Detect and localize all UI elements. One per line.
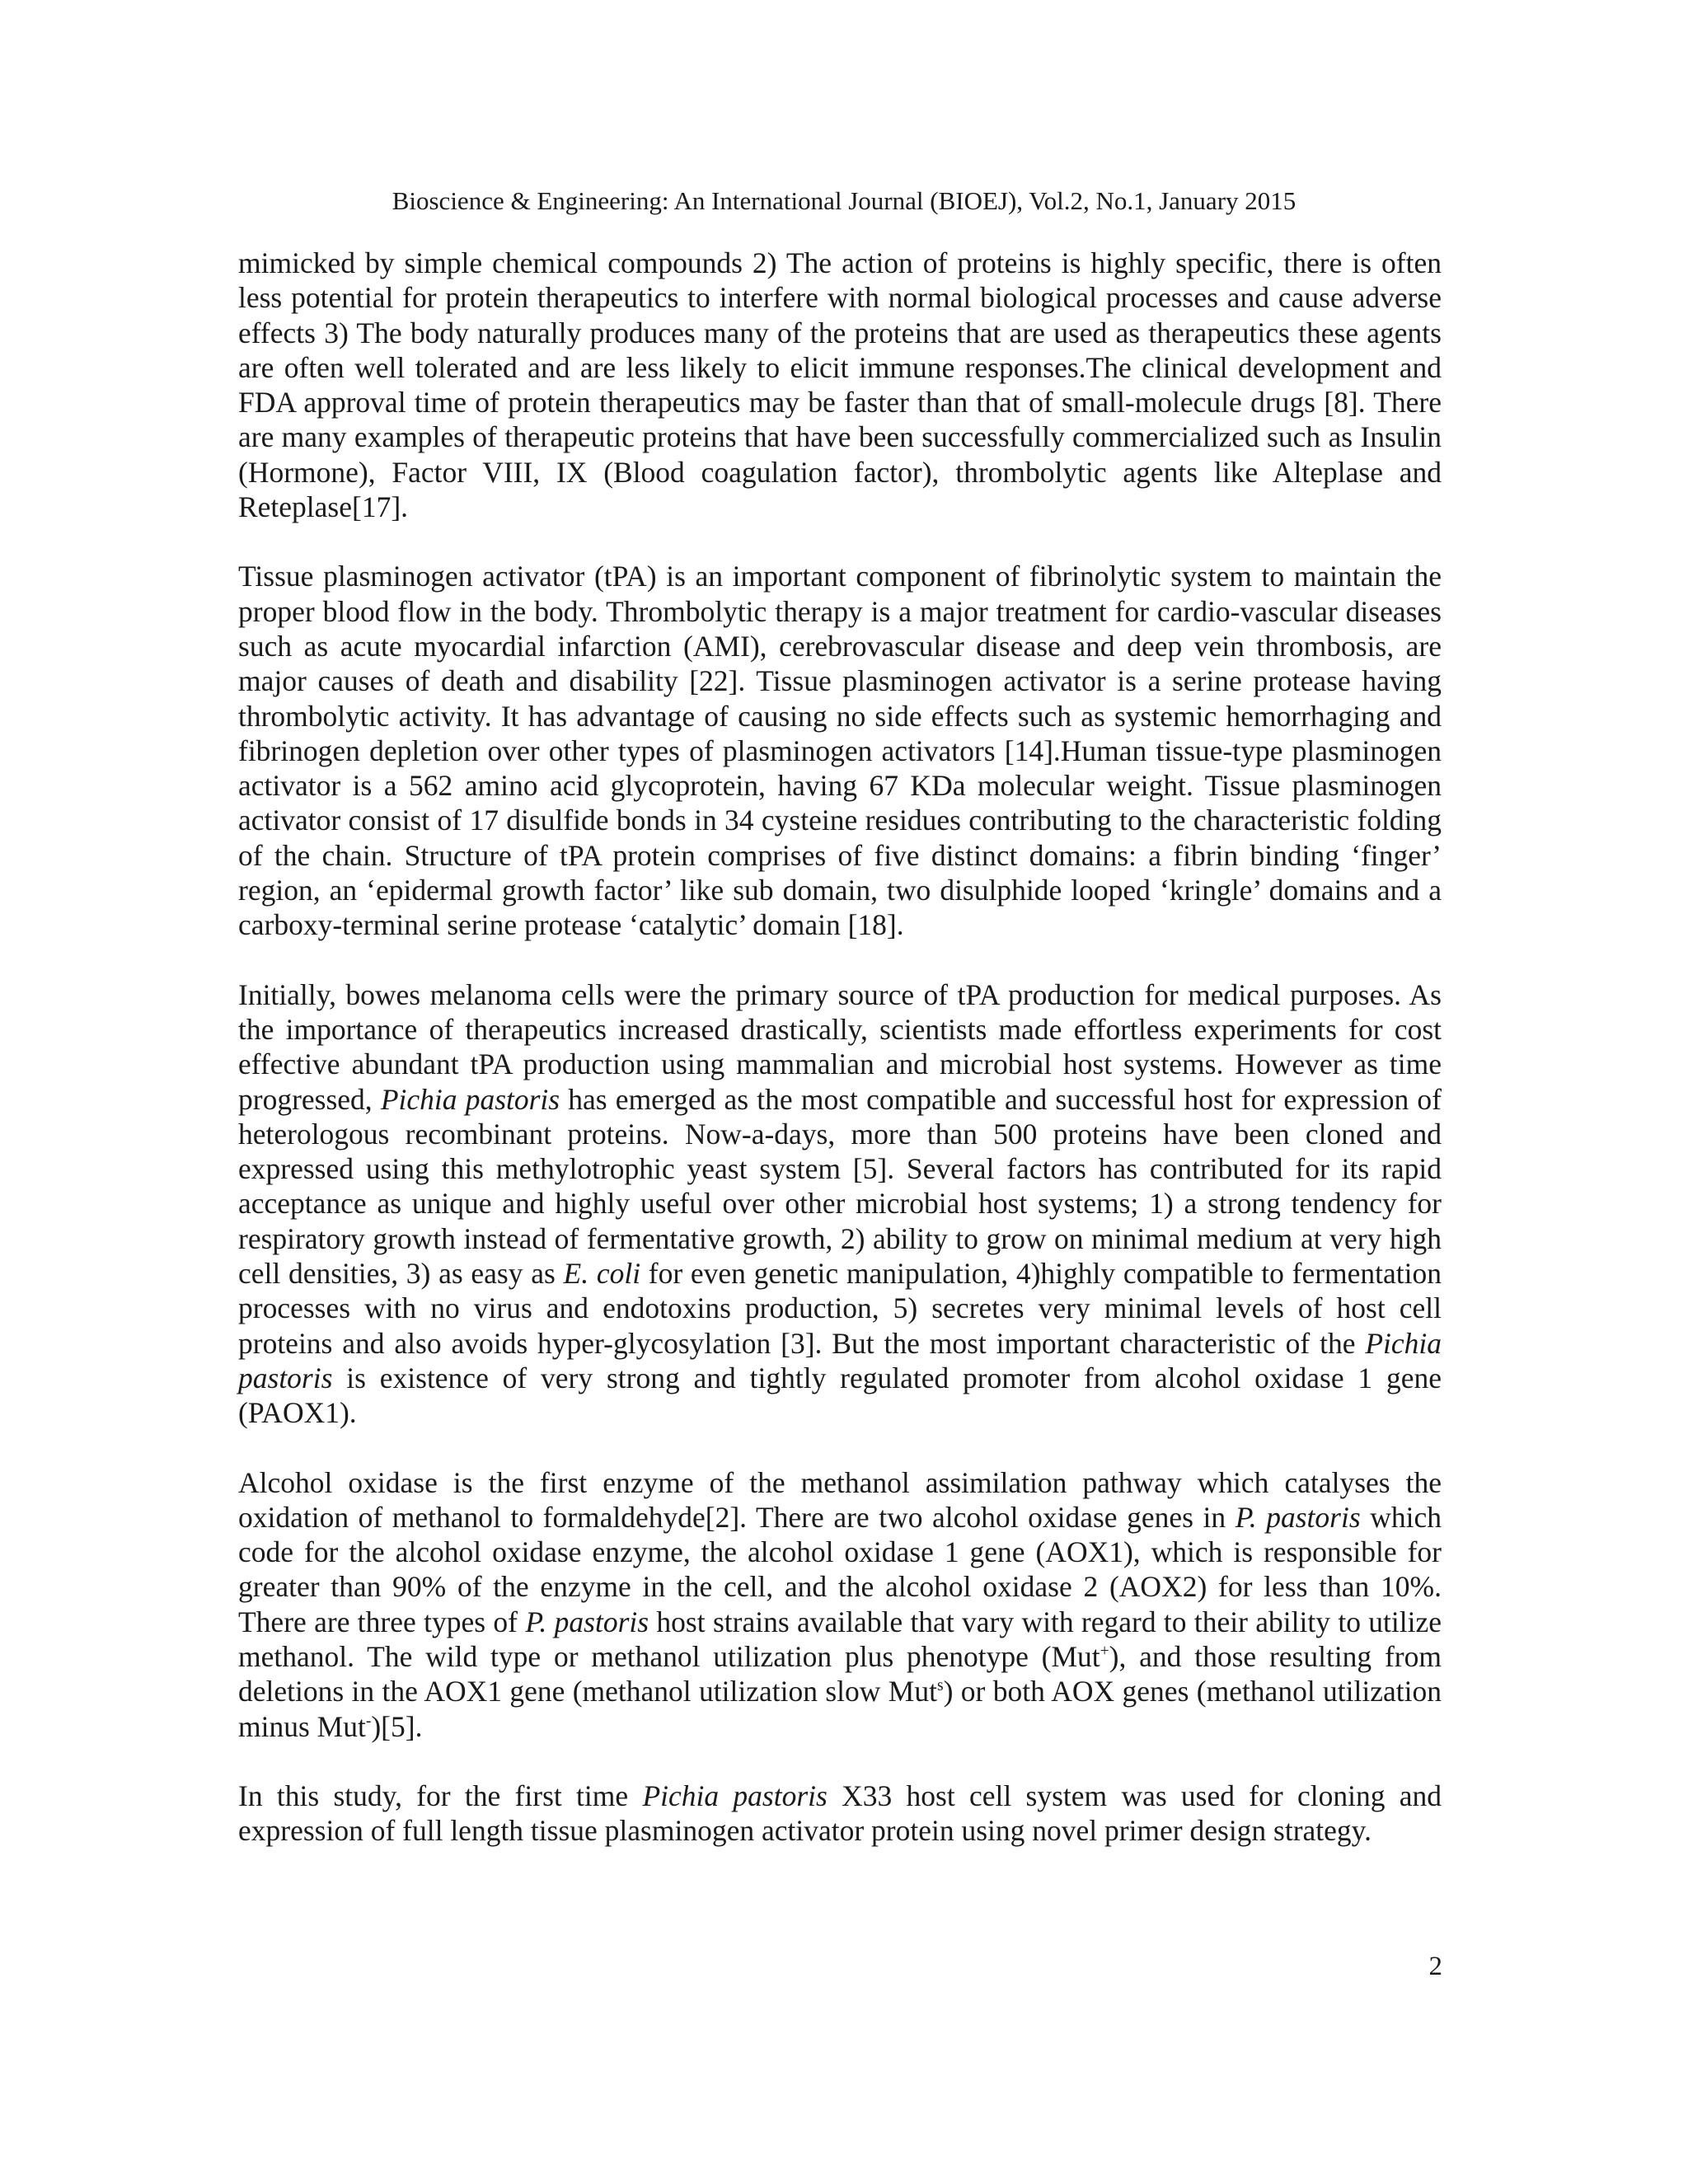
paragraph-4 [238,1465,1442,1744]
paragraph-1-text: mimicked by simple chemical compounds 2) The action of proteins is highly specific, there is often less potential for protein therapeutics to interfere with normal biological processes and cause adverse effects 3) The body naturally produces many of the proteins that are used as therapeutics these agents are often well tolerated and are less likely to elicit immune responses.The clinical development and FDA approval time of protein therapeutics may be faster than that of small-molecule drugs [8]. There are many examples of therapeutic proteins that have been successfully commercialized such as Insulin (Hormone), Factor VIII, IX (Blood coagulation factor), thrombolytic agents like Alteplase and Reteplase[17]. [238,246,1442,524]
species-name-italic: E. coli [563,1257,641,1291]
body-text [238,246,1442,1882]
paragraph-4-text: Alcohol oxidase is the first enzyme of the methanol assimilation pathway which catalyses the oxidation of methanol to formaldehyde[2]. There are two alcohol oxidase genes in [238,1465,1442,1534]
species-name-italic: Pichia pastoris [238,1326,1442,1394]
page-header: Bioscience & Engineering: An International Journal (BIOEJ), Vol.2, No.1, January 2015 [392,186,1296,215]
page-number: 2 [1428,1952,1442,1981]
species-name-italic: P. pastoris [525,1605,649,1638]
superscript: + [1100,1643,1109,1661]
paragraph-3-text: Initially, bowes melanoma cells were the primary source of tPA production for medical purposes. As the importance of therapeutics increased drastically, scientists made effortless experiments for cost effective abundant tPA production using mammalian and microbial host systems. However as time progressed, [238,977,1442,1116]
paragraph-4-text: ), and those resulting from deletions in the AOX1 gene (methanol utilization slow Mut [238,1639,1442,1708]
species-name-italic: P. pastoris [1235,1500,1361,1534]
paragraph-5-text: In this study, for the first time [238,1779,643,1812]
paragraph-3-text: has emerged as the most compatible and successful host for expression of heterologous recombinant proteins. Now-a-days, more than 500 proteins have been cloned and expressed using this methylotrophic yeast system [5]. Several factors has contributed for its rapid acceptance as unique and highly useful over other microbial host systems; 1) a strong tendency for respiratory growth instead of fermentative growth, 2) ability to grow on minimal medium at very high cell densities, 3) as easy as [238,1082,1442,1291]
paragraph-4-text: ) or both AOX genes (methanol utilization minus Mut [238,1675,1442,1743]
paragraph-3-text: is existence of very strong and tightly regulated promoter from alcohol oxidase 1 gene (PAOX1). [238,1361,1442,1430]
paragraph-4-text: which code for the alcohol oxidase enzyme, the alcohol oxidase 1 gene (AOX1), which is responsible for greater than 90% of the enzyme in the cell, and the alcohol oxidase 2 (AOX2) for less than 10%. There are three types of [238,1500,1442,1638]
species-name-italic: Pichia pastoris [380,1082,560,1116]
paragraph-3 [238,977,1442,1431]
superscript: - [365,1712,372,1730]
paragraph-2 [238,559,1442,942]
superscript: s [936,1677,944,1695]
paragraph-2-text: Tissue plasminogen activator (tPA) is an important component of fibrinolytic system to maintain the proper blood flow in the body. Thrombolytic therapy is a major treatment for cardio-vascular diseases such as acute myocardial infarction (AMI), cerebrovascular disease and deep vein thrombosis, are major causes of death and disability [22]. Tissue plasminogen activator is a serine protease having thrombolytic activity. It has advantage of causing no side effects such as systemic hemorrhaging and fibrinogen depletion over other types of plasminogen activators [14].Human tissue-type plasminogen activator is a 562 amino acid glycoprotein, having 67 KDa molecular weight. Tissue plasminogen activator consist of 17 disulfide bonds in 34 cysteine residues contributing to the characteristic folding of the chain. Structure of tPA protein comprises of five distinct domains: a fibrin binding ‘finger’ region, an ‘epidermal growth factor’ like sub domain, two disulphide looped ‘kringle’ domains and a carboxy-terminal serine protease ‘catalytic’ domain [18]. [238,560,1442,942]
paragraph-5-text: X33 host cell system was used for cloning and expression of full length tissue plasminogen activator protein using novel primer design strategy. [238,1779,1442,1848]
paragraph-1 [238,246,1442,524]
species-name-italic: Pichia pastoris [642,1779,828,1812]
paragraph-4-text: host strains available that vary with regard to their ability to utilize methanol. The wild type or methanol utilization plus phenotype (Mut [238,1605,1442,1673]
paragraph-5 [238,1779,1442,1849]
paragraph-3-text: for even genetic manipulation, 4)highly compatible to fermentation processes with no virus and endotoxins production, 5) secretes very minimal levels of host cell proteins and also avoids hyper-glycosylation [3]. But the most important characteristic of the [238,1257,1442,1360]
paragraph-4-text: )[5]. [371,1709,423,1743]
